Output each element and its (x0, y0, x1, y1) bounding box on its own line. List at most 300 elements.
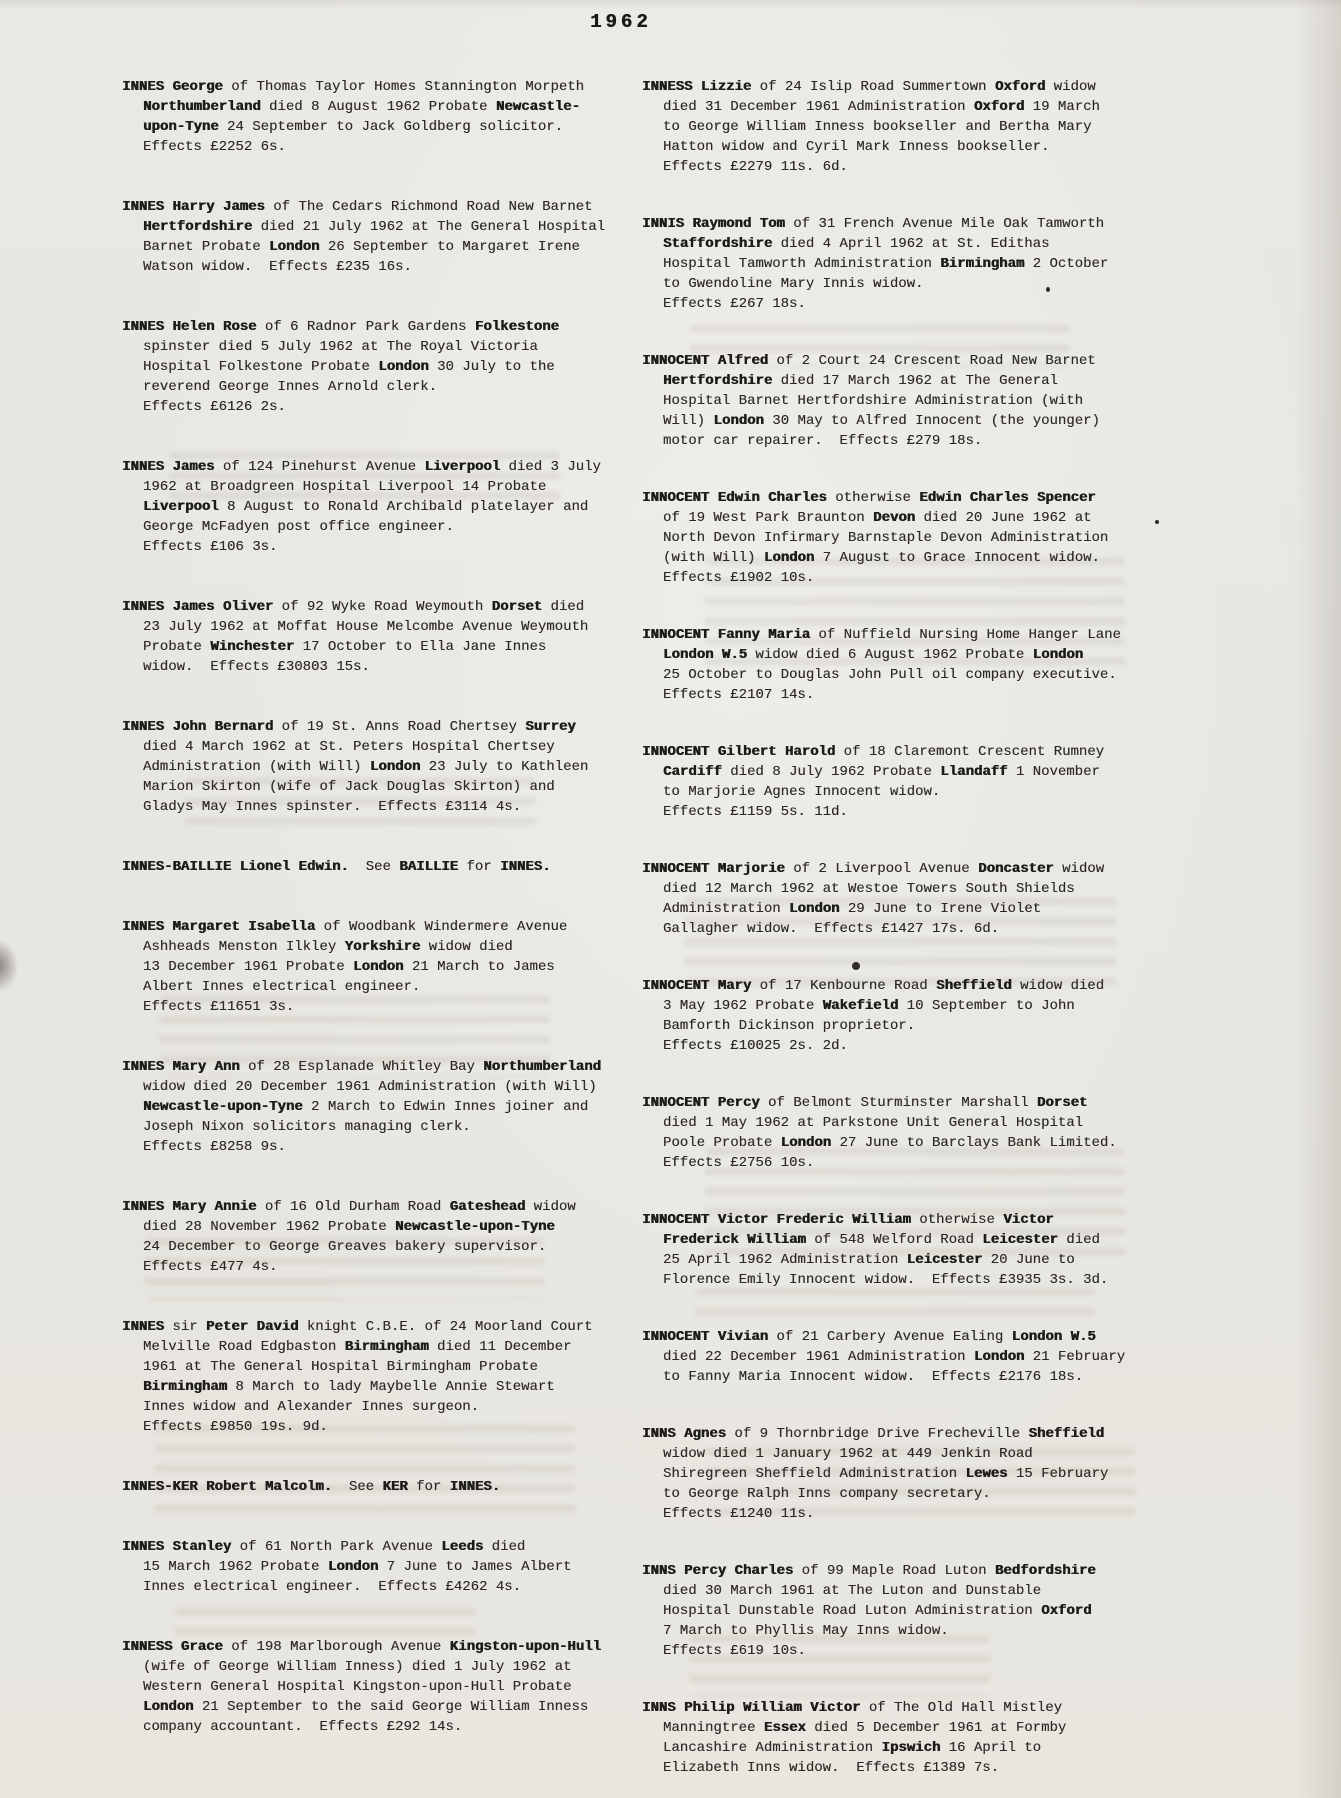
entry-line (663, 157, 1164, 177)
entry-segment: Effects £8258 9s. (143, 1139, 286, 1155)
entry-line (663, 1718, 1164, 1738)
entry-line (663, 645, 1164, 665)
entry-line (143, 737, 644, 757)
entry-line (663, 528, 1164, 548)
entry-segment: to George William Inness bookseller and Bertha Mary (663, 119, 1092, 135)
entry-segment: of 124 Pinehurst Avenue (214, 459, 425, 475)
entry-segment: Marion Skirton (wife of Jack Douglas Skirton) and (143, 779, 555, 795)
probate-entry (642, 1561, 1164, 1661)
probate-entry (122, 317, 644, 417)
entry-line (143, 537, 644, 557)
entry-segment: Effects £6126 2s. (143, 399, 286, 415)
entry-segment: Shiregreen Sheffield Administration (663, 1466, 966, 1482)
entry-line (122, 77, 644, 97)
entry-line (143, 957, 644, 977)
entry-segment-bold: Sheffield (1028, 1426, 1105, 1442)
entry-segment: Effects £477 4s. (143, 1259, 278, 1275)
entry-segment-bold: INNOCENT Alfred (642, 353, 769, 369)
entry-segment: Effects £619 10s. (663, 1643, 806, 1659)
entry-line (642, 1424, 1164, 1444)
entry-segment: 30 May to Alfred Innocent (the younger) (763, 413, 1100, 429)
entry-segment: 7 June to James Albert (378, 1559, 572, 1575)
entry-segment: of 21 Carbery Avenue Ealing (768, 1329, 1012, 1345)
entry-segment: 21 September to the said George William Inness (193, 1699, 589, 1715)
entry-segment: died 1 May 1962 at Parkstone Unit General Hospital (663, 1115, 1084, 1131)
entry-segment: of 17 Kenbourne Road (751, 978, 937, 994)
entry-line (143, 1237, 644, 1257)
entry-segment-bold: INNES Mary Annie (122, 1199, 257, 1215)
entry-segment: Effects £1240 11s. (663, 1506, 815, 1522)
entry-segment: 1962 at Broadgreen Hospital Liverpool 14 Probate (143, 479, 547, 495)
entry-line (663, 879, 1164, 899)
entry-segment-bold: Cardiff (663, 764, 722, 780)
entry-segment-bold: Northumberland (483, 1059, 601, 1075)
entry-segment: 7 August to Grace Innocent widow. (814, 550, 1100, 566)
probate-entry (642, 742, 1164, 822)
entry-segment: to Marjorie Agnes Innocent widow. (663, 784, 941, 800)
probate-entry (122, 597, 644, 677)
entry-segment-bold: Hertfordshire (143, 219, 253, 235)
entry-segment-bold: INNES Mary Ann (122, 1059, 240, 1075)
entry-line (143, 1357, 644, 1377)
entry-segment-bold: Newcastle-upon-Tyne (395, 1219, 555, 1235)
entry-segment-bold: Bedfordshire (994, 1563, 1096, 1579)
entry-segment: 29 June to Irene Violet (839, 901, 1042, 917)
entry-segment: of 19 St. Anns Road Chertsey (273, 719, 526, 735)
entry-line (122, 717, 644, 737)
entry-line (642, 488, 1164, 508)
entry-segment: 2 October (1024, 256, 1109, 272)
entry-segment-bold: INNOCENT Fanny Maria (642, 627, 811, 643)
entry-segment: otherwise (826, 490, 920, 506)
entry-line (143, 997, 644, 1017)
entry-segment: 30 July to the (428, 359, 555, 375)
entry-segment: knight C.B.E. of 24 Moorland Court (298, 1319, 593, 1335)
entry-line (143, 1557, 644, 1577)
entry-segment-bold: Peter David (206, 1319, 299, 1335)
entry-line (663, 899, 1164, 919)
entry-segment-bold: London (327, 1559, 379, 1575)
entry-segment: Hospital Tamworth Administration (663, 256, 941, 272)
entry-segment-bold: Sheffield (936, 978, 1012, 994)
entry-line (642, 625, 1164, 645)
entry-segment-bold: INNES George (122, 79, 223, 95)
entry-line (663, 1016, 1164, 1036)
entry-segment-bold: INNESS Lizzie (642, 79, 752, 95)
entry-segment: of The Old Hall Mistley (860, 1700, 1063, 1716)
entry-line (143, 497, 644, 517)
entry-segment-bold: INNOCENT Vivian (642, 1329, 769, 1345)
probate-entry (642, 488, 1164, 588)
entry-segment: Probate (143, 639, 211, 655)
column-left (122, 77, 644, 1777)
entry-line (663, 1230, 1164, 1250)
entry-segment-bold: INNES-BAILLIE Lionel Edwin. (122, 859, 349, 875)
entry-line (143, 937, 644, 957)
entry-segment-bold: INNES Harry James (122, 199, 265, 215)
entry-segment-bold: Birmingham (940, 256, 1025, 272)
scan-gutter-shadow (0, 940, 18, 992)
entry-segment: died 5 December 1961 at Formby (805, 1720, 1067, 1736)
entry-segment: Effects £10025 2s. 2d. (663, 1038, 848, 1054)
entry-line (663, 1250, 1164, 1270)
entry-segment: company accountant. Effects £292 14s. (143, 1719, 463, 1735)
entry-line (663, 685, 1164, 705)
entry-segment: for (458, 859, 501, 875)
entry-line (143, 1657, 644, 1677)
entry-segment-bold: Winchester (210, 639, 295, 655)
entry-segment: widow (525, 1199, 576, 1215)
entry-segment-bold: INNES Helen Rose (122, 319, 257, 335)
entry-segment-bold: Dorset (491, 599, 543, 615)
entry-line (663, 431, 1164, 451)
entry-segment: Hatton widow and Cyril Mark Inness bookseller. (663, 139, 1050, 155)
entry-segment: 17 October to Ella Jane Innes (294, 639, 547, 655)
entry-segment: otherwise (910, 1212, 1004, 1228)
entry-segment: Effects £106 3s. (143, 539, 278, 555)
entry-segment-bold: London (353, 959, 404, 975)
entry-segment-bold: London (269, 239, 320, 255)
entry-segment: Gladys May Innes spinster. Effects £3114 4s. (143, 799, 522, 815)
entry-segment-bold: Leicester (982, 1232, 1058, 1248)
entry-segment: Effects £267 18s. (663, 296, 806, 312)
entry-segment: widow (1053, 861, 1105, 877)
entry-segment: 23 July 1962 at Moffat House Melcombe Avenue Weymouth (143, 619, 589, 635)
entry-segment: Hospital Dunstable Road Luton Administration (663, 1603, 1042, 1619)
entry-line (663, 802, 1164, 822)
entry-segment-bold: INNES-KER Robert Malcolm. (122, 1479, 333, 1495)
entry-segment-bold: INNOCENT Marjorie (642, 861, 785, 877)
entry-segment-bold: London W.5 (663, 647, 748, 663)
entry-segment: for (407, 1479, 450, 1495)
entry-segment-bold: Oxford (973, 99, 1025, 115)
entry-line (663, 996, 1164, 1016)
entry-segment: of 198 Marlborough Avenue (222, 1639, 450, 1655)
entry-line (122, 597, 644, 617)
entry-segment: Melville Road Edgbaston (143, 1339, 345, 1355)
entry-segment-bold: Staffordshire (663, 236, 773, 252)
entry-segment: Albert Innes electrical engineer. (143, 979, 421, 995)
entry-line (663, 117, 1164, 137)
entry-segment: 10 September to John (898, 998, 1075, 1014)
entry-segment: Bamforth Dickinson proprietor. (663, 1018, 916, 1034)
entry-segment-bold: INNIS Raymond Tom (642, 216, 785, 232)
entry-line (143, 1337, 644, 1357)
entry-line (663, 234, 1164, 254)
entry-segment-bold: Newcastle-upon-Tyne (143, 1099, 303, 1115)
entry-line (663, 371, 1164, 391)
entry-segment: Administration (663, 901, 790, 917)
entry-line (663, 1464, 1164, 1484)
probate-entry (642, 1424, 1164, 1524)
entry-line (143, 257, 644, 277)
entry-segment: Innes widow and Alexander Innes surgeon. (143, 1399, 480, 1415)
entry-segment: to Fanny Maria Innocent widow. Effects £2176 18s. (663, 1369, 1084, 1385)
entry-segment: died 8 July 1962 Probate (721, 764, 941, 780)
entry-segment: 8 March to lady Maybelle Annie Stewart (227, 1379, 555, 1395)
entry-line (663, 97, 1164, 117)
entry-line (642, 742, 1164, 762)
entry-segment: motor car repairer. Effects £279 18s. (663, 433, 983, 449)
entry-line (122, 317, 644, 337)
entry-line (143, 97, 644, 117)
entry-segment: 21 February (1024, 1349, 1126, 1365)
entry-line (143, 657, 644, 677)
entry-segment: 16 April to (940, 1740, 1042, 1756)
entry-segment-bold: Lewes (965, 1466, 1008, 1482)
probate-entry (122, 717, 644, 817)
entry-line (663, 508, 1164, 528)
entry-segment: Effects £9850 19s. 9d. (143, 1419, 328, 1435)
scan-top-shading (0, 0, 1341, 10)
entry-line (122, 917, 644, 937)
entry-segment-bold: London (1032, 647, 1084, 663)
entry-line (663, 1621, 1164, 1641)
entry-segment-bold: INNOCENT Edwin Charles (642, 490, 827, 506)
entry-segment-bold: INNES Margaret Isabella (122, 919, 316, 935)
entry-segment-bold: INNOCENT Mary (642, 978, 752, 994)
entry-line (143, 357, 644, 377)
entry-segment: of 16 Old Durham Road (256, 1199, 450, 1215)
probate-entry (122, 1057, 644, 1157)
entry-segment-bold: London W.5 (1011, 1329, 1096, 1345)
probate-entry (642, 77, 1164, 177)
entry-line (663, 1444, 1164, 1464)
entry-line (642, 214, 1164, 234)
entry-segment: Effects £2279 11s. 6d. (663, 159, 848, 175)
entry-segment: Effects £2107 14s. (663, 687, 815, 703)
entry-segment: died 31 December 1961 Administration (663, 99, 974, 115)
entry-segment-bold: London (378, 359, 429, 375)
entry-segment: Effects £1159 5s. 11d. (663, 804, 848, 820)
entry-line (143, 1697, 644, 1717)
entry-segment: of 18 Claremont Crescent Rumney (835, 744, 1105, 760)
entry-segment: (with Will) (663, 550, 764, 566)
entry-segment: 27 June to Barclays Bank Limited. (831, 1135, 1117, 1151)
entry-segment-bold: London (789, 901, 840, 917)
entry-line (143, 397, 644, 417)
entry-line (143, 1417, 644, 1437)
entry-segment: of 92 Wyke Road Weymouth (273, 599, 492, 615)
entry-line (143, 377, 644, 397)
entry-segment: Western General Hospital Kingston-upon-Hull Probate (143, 1679, 572, 1695)
entry-segment: of 9 Thornbridge Drive Frecheville (726, 1426, 1029, 1442)
entry-segment: 21 March to James (403, 959, 555, 975)
probate-entry (642, 351, 1164, 451)
entry-segment: of Woodbank Windermere Avenue (315, 919, 568, 935)
entry-segment: died 8 August 1962 Probate (260, 99, 496, 115)
entry-segment: widow died 1 January 1962 at 449 Jenkin Road (663, 1446, 1033, 1462)
entry-line (663, 1738, 1164, 1758)
probate-entry (122, 1537, 644, 1597)
entry-line (642, 1093, 1164, 1113)
entry-line (122, 1637, 644, 1657)
entry-line (663, 1758, 1164, 1778)
entry-segment-bold: INNES James Oliver (122, 599, 274, 615)
entry-segment-bold: BAILLIE (399, 859, 459, 875)
entry-line (143, 1577, 644, 1597)
entry-line (143, 777, 644, 797)
entry-segment: died 21 July 1962 at The General Hospital (252, 219, 606, 235)
entry-line (663, 411, 1164, 431)
entry-segment: Lancashire Administration (663, 1740, 882, 1756)
probate-entry (122, 1477, 644, 1497)
entry-segment-bold: London (780, 1135, 832, 1151)
entry-line (642, 351, 1164, 371)
entry-line (122, 1317, 644, 1337)
entry-line (663, 137, 1164, 157)
entry-segment-bold: Kingston-upon-Hull (449, 1639, 601, 1655)
probate-entry (642, 976, 1164, 1056)
entry-segment-bold: Oxford (994, 79, 1046, 95)
entry-line (663, 1270, 1164, 1290)
probate-entry (642, 214, 1164, 314)
entry-segment: widow (1045, 79, 1096, 95)
entry-segment: 15 February (1007, 1466, 1109, 1482)
entry-segment: of 2 Liverpool Avenue (784, 861, 979, 877)
entry-segment: of 24 Islip Road Summertown (751, 79, 995, 95)
entry-segment: of 61 North Park Avenue (231, 1539, 442, 1555)
probate-entry (122, 1637, 644, 1737)
probate-entry (642, 1327, 1164, 1387)
probate-entry (642, 625, 1164, 705)
entry-segment: 15 March 1962 Probate (143, 1559, 328, 1575)
entry-line (663, 1484, 1164, 1504)
entry-line (663, 1367, 1164, 1387)
entry-segment-bold: KER (382, 1479, 408, 1495)
entry-segment: (wife of George William Inness) died 1 July 1962 at (143, 1659, 572, 1675)
entry-line (663, 919, 1164, 939)
entry-segment: 1 November (1007, 764, 1100, 780)
entry-segment-bold: Wakefield (822, 998, 899, 1014)
entry-segment: died 4 March 1962 at St. Peters Hospital Chertsey (143, 739, 555, 755)
entry-segment: of Belmont Sturminster Marshall (759, 1095, 1037, 1111)
entry-segment: Joseph Nixon solicitors managing clerk. (143, 1119, 471, 1135)
entry-segment: Hospital Barnet Hertfordshire Administration (with (663, 393, 1084, 409)
entry-line (143, 1137, 644, 1157)
entry-segment-bold: INNS Agnes (642, 1426, 727, 1442)
entry-line (663, 274, 1164, 294)
entry-segment: of 99 Maple Road Luton (793, 1563, 995, 1579)
entry-segment: of Nuffield Nursing Home Hanger Lane (810, 627, 1121, 643)
entry-segment: of Thomas Taylor Homes Stannington Morpeth (222, 79, 585, 95)
entry-segment: 20 June to (982, 1252, 1075, 1268)
entry-line (663, 1153, 1164, 1173)
probate-entry (642, 1093, 1164, 1173)
entry-segment: 7 March to Phyllis May Inns widow. (663, 1623, 949, 1639)
entry-segment: Effects £2252 6s. (143, 139, 286, 155)
probate-entry (642, 1210, 1164, 1290)
entry-segment-bold: Hertfordshire (663, 373, 773, 389)
entry-segment-bold: Leeds (441, 1539, 484, 1555)
entry-segment: died 17 March 1962 at The General (772, 373, 1058, 389)
entry-line (663, 1347, 1164, 1367)
entry-segment: 1961 at The General Hospital Birmingham Probate (143, 1359, 538, 1375)
entry-line (642, 1327, 1164, 1347)
entry-line (642, 1698, 1164, 1718)
entry-segment: Watson widow. Effects £235 16s. (143, 259, 412, 275)
entry-line (663, 1641, 1164, 1661)
entry-segment: of 28 Esplanade Whitley Bay (239, 1059, 484, 1075)
entry-line (642, 77, 1164, 97)
entry-segment-bold: London (763, 550, 815, 566)
entry-segment-bold: Northumberland (143, 99, 261, 115)
entry-segment-bold: London (143, 1699, 194, 1715)
entry-segment: 8 August to Ronald Archibald platelayer and (218, 499, 589, 515)
column-right (642, 77, 1164, 1798)
entry-segment-bold: Devon (873, 510, 916, 526)
entry-line (143, 617, 644, 637)
entry-line (143, 337, 644, 357)
entry-segment: See (332, 1479, 383, 1495)
entry-segment: 23 July to Kathleen (420, 759, 589, 775)
entry-segment: died 20 June 1962 at (915, 510, 1092, 526)
entry-segment: Gallagher widow. Effects £1427 17s. 6d. (663, 921, 1000, 937)
entry-segment-bold: INNOCENT Percy (642, 1095, 760, 1111)
entry-line (143, 1717, 644, 1737)
entry-line (122, 1197, 644, 1217)
entry-segment: Administration (with Will) (143, 759, 370, 775)
entry-segment: Elizabeth Inns widow. Effects £1389 7s. (663, 1760, 1000, 1776)
probate-entry (642, 1698, 1164, 1778)
entry-segment-bold: INNES Stanley (122, 1539, 232, 1555)
entry-line (143, 1677, 644, 1697)
entry-line (122, 857, 644, 877)
entry-segment: 19 March (1024, 99, 1100, 115)
entry-segment: Will) (663, 413, 714, 429)
entry-segment: to George Ralph Inns company secretary. (663, 1486, 991, 1502)
entry-segment: 24 December to George Greaves bakery supervisor. (143, 1239, 547, 1255)
entry-line (663, 568, 1164, 588)
entry-segment: 13 December 1961 Probate (143, 959, 354, 975)
entry-segment: Poole Probate (663, 1135, 781, 1151)
entry-line (143, 137, 644, 157)
probate-entry (122, 457, 644, 557)
entry-segment: of 19 West Park Braunton (663, 510, 874, 526)
entry-line (663, 1036, 1164, 1056)
entry-segment-bold: Surrey (525, 719, 576, 735)
entry-line (143, 217, 644, 237)
entry-line (663, 1504, 1164, 1524)
entry-line (663, 782, 1164, 802)
probate-entry (122, 917, 644, 1017)
entry-line (143, 1377, 644, 1397)
entry-segment: North Devon Infirmary Barnstaple Devon Administration (663, 530, 1109, 546)
entry-segment: of The Cedars Richmond Road New Barnet (264, 199, 593, 215)
entry-line (122, 457, 644, 477)
probate-entry (122, 197, 644, 277)
entry-segment: died (483, 1539, 526, 1555)
entry-segment-bold: Victor (1003, 1212, 1054, 1228)
entry-segment-bold: Birmingham (143, 1379, 228, 1395)
entry-segment-bold: Liverpool (424, 459, 501, 475)
entry-segment-bold: Dorset (1036, 1095, 1088, 1111)
probate-entry (122, 1197, 644, 1277)
probate-entry (122, 857, 644, 877)
entry-line (642, 1210, 1164, 1230)
entry-segment: died (1057, 1232, 1100, 1248)
entry-line (143, 1117, 644, 1137)
entry-segment-bold: INNES (122, 1319, 165, 1335)
entry-segment-bold: London (973, 1349, 1025, 1365)
entry-segment-bold: INNES. (449, 1479, 501, 1495)
entry-segment-bold: INNS Percy Charles (642, 1563, 794, 1579)
entry-segment: See (348, 859, 400, 875)
entry-segment: died 11 December (428, 1339, 572, 1355)
entry-segment: 24 September to Jack Goldberg solicitor. (218, 119, 564, 135)
entry-line (642, 859, 1164, 879)
entry-segment-bold: Gateshead (449, 1199, 526, 1215)
